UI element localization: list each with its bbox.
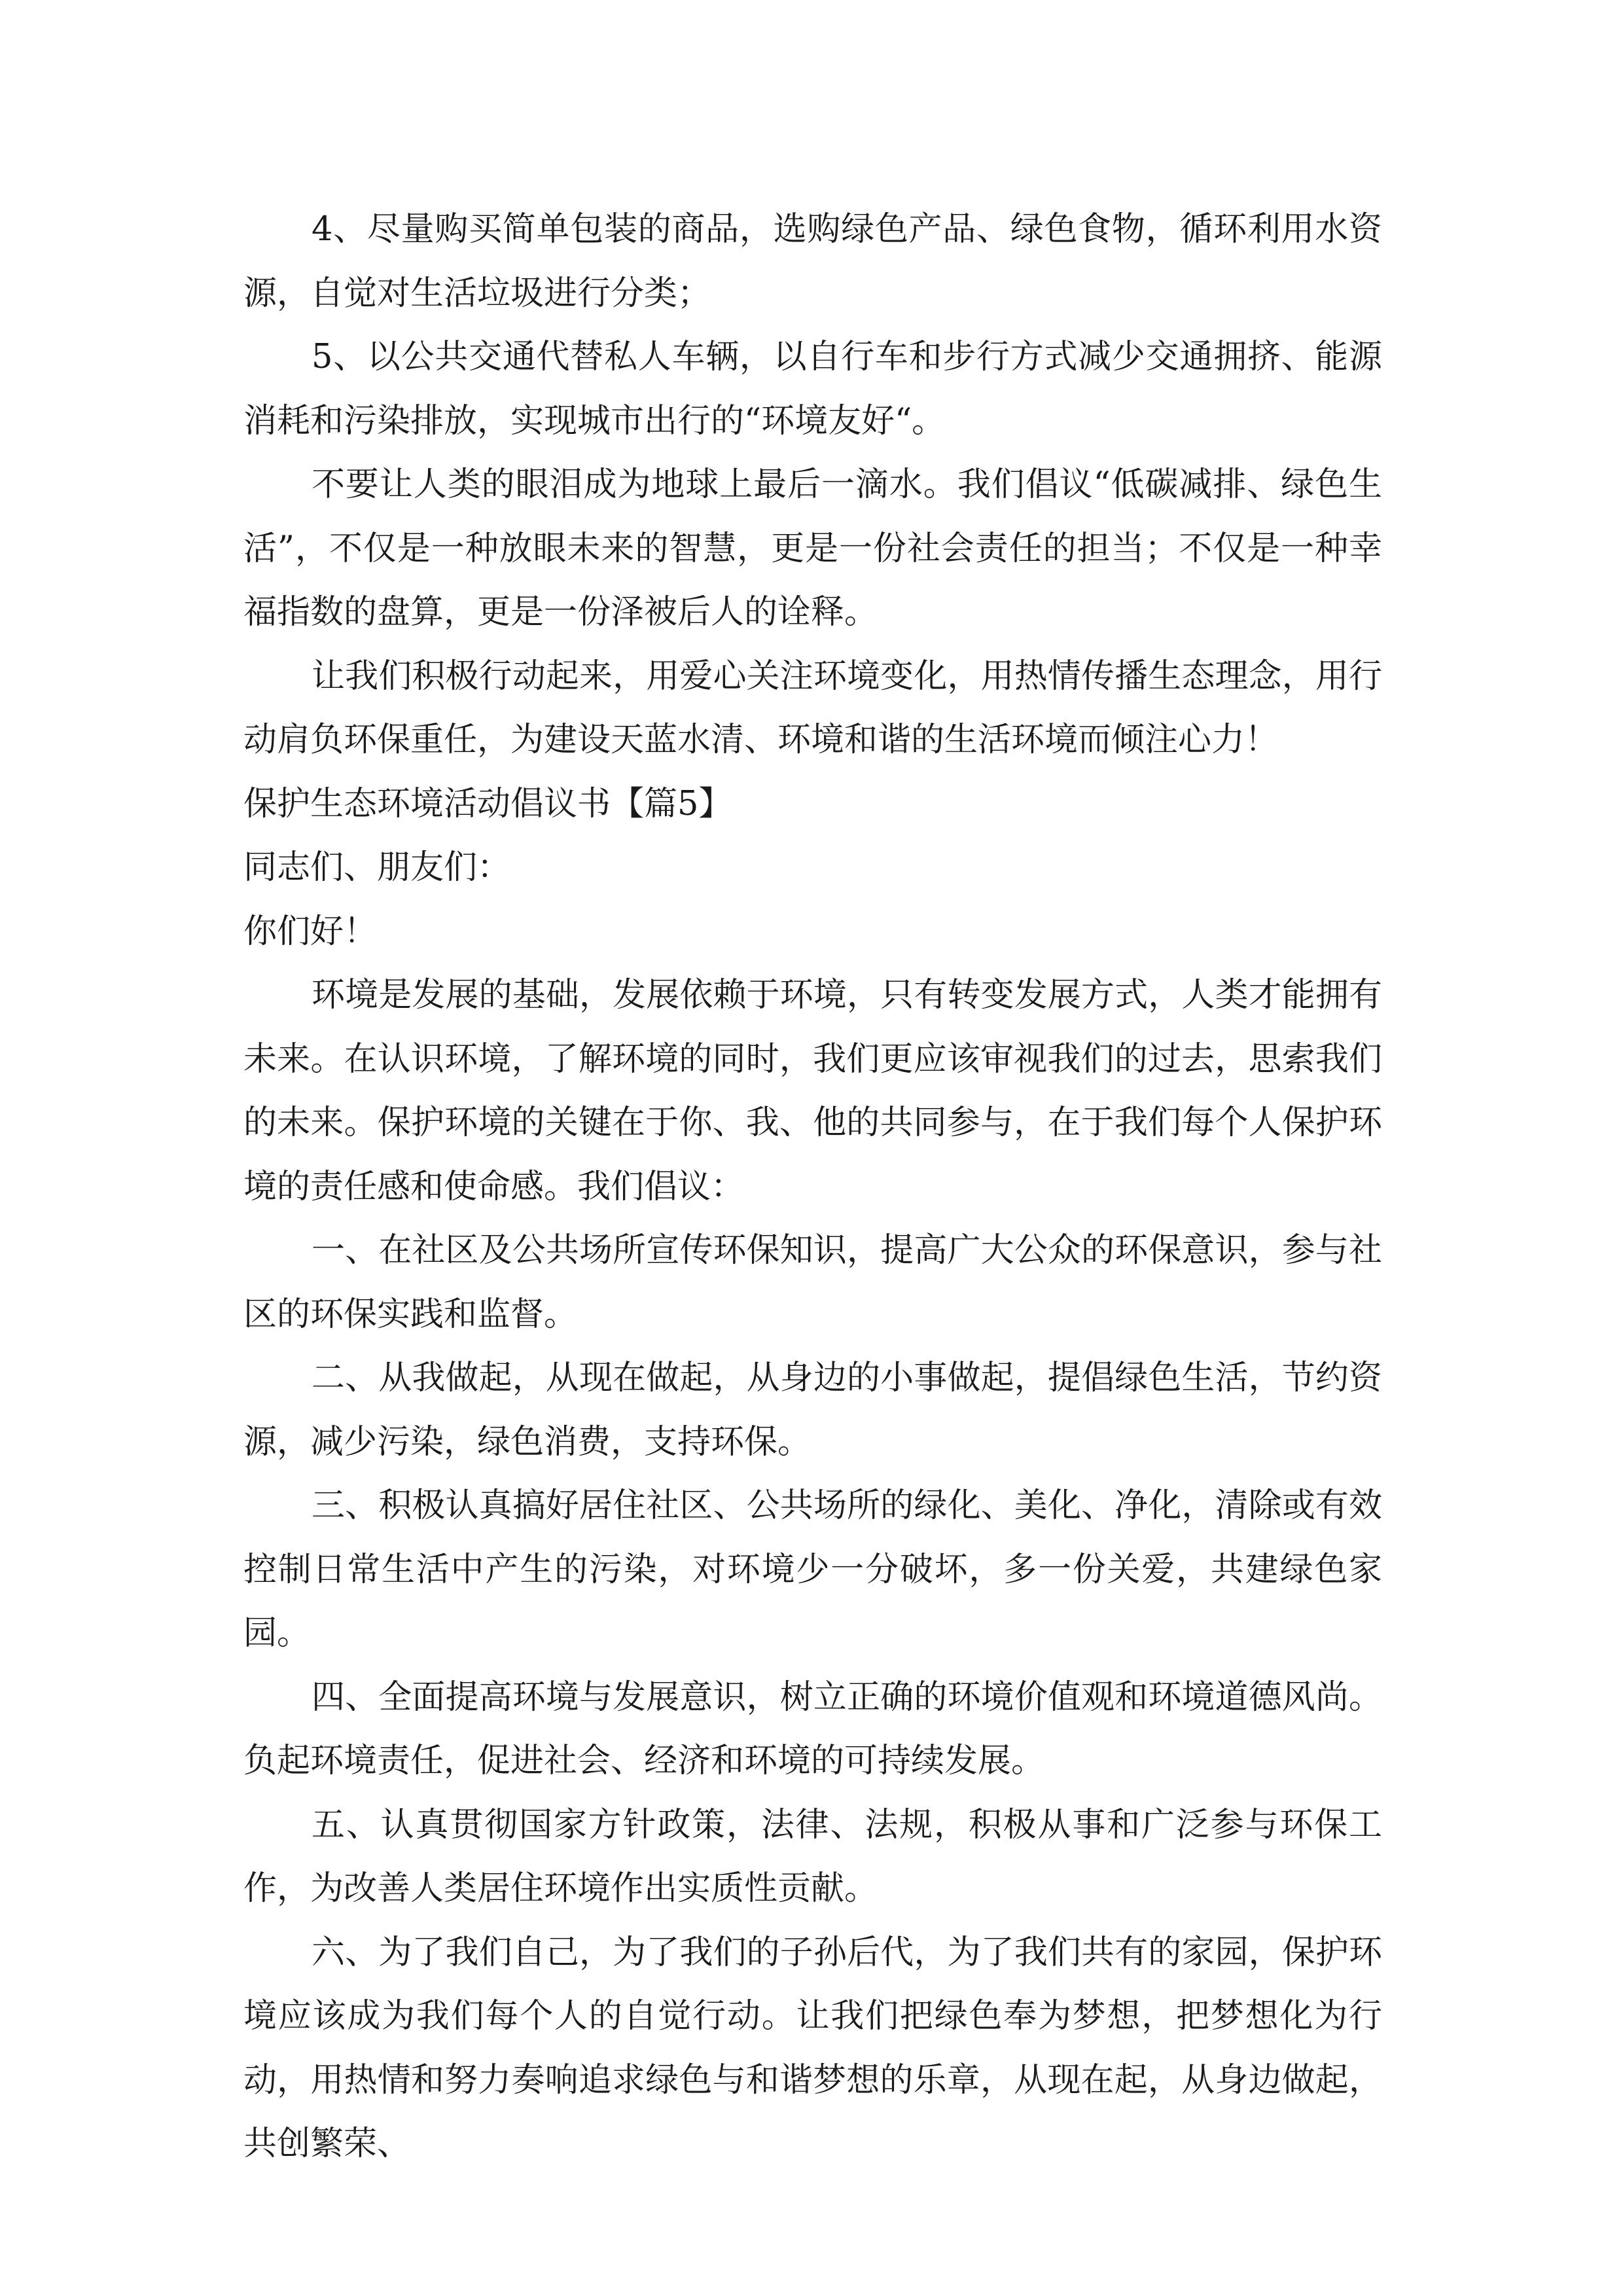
paragraph-call-to-action: 让我们积极行动起来，用爱心关注环境变化，用热情传播生态理念，用行动肩负环保重任，为建设天蓝水清、环境和谐的生活环境而倾注心力！: [243, 656, 1382, 759]
paragraph-appeal: 不要让人类的眼泪成为地球上最后一滴水。我们倡议“低碳减排、绿色生活”，不仅是一种放眼未来的智慧，更是一份社会责任的担当；不仅是一种幸福指数的盘算，更是一份泽被后人的诠释。: [243, 465, 1382, 632]
paragraph-item-4: 4、尽量购买简单包装的商品，选购绿色产品、绿色食物，循环利用水资源，自觉对生活垃圾进行分类；: [243, 210, 1382, 313]
proposal-item-5: 五、认真贯彻国家方针政策，法律、法规，积极从事和广泛参与环保工作，为改善人类居住环境作出实质性贡献。: [243, 1805, 1382, 1908]
greeting: 你们好！: [243, 912, 378, 951]
proposal-item-1: 一、在社区及公共场所宣传环保知识，提高广大公众的环保意识，参与社区的环保实践和监督。: [243, 1231, 1382, 1334]
paragraph-item-5: 5、以公共交通代替私人车辆，以自行车和步行方式减少交通拥挤、能源消耗和污染排放，实现城市出行的“环境友好“。: [243, 338, 1382, 440]
section-title: 保护生态环境活动倡议书【篇5】: [243, 784, 732, 823]
intro-paragraph: 环境是发展的基础，发展依赖于环境，只有转变发展方式，人类才能拥有未来。在认识环境，了解环境的同时，我们更应该审视我们的过去，思索我们的未来。保护环境的关键在于你、我、他的共同参与，在于我们每个人保护环境的责任感和使命感。我们倡议：: [243, 976, 1382, 1206]
proposal-item-6: 六、为了我们自己，为了我们的子孙后代，为了我们共有的家园，保护环境应该成为我们每个人的自觉行动。让我们把绿色奉为梦想，把梦想化为行动，用热情和努力奏响追求绿色与和谐梦想的乐章，从现在起，从身边做起，共创繁荣、: [243, 1933, 1382, 2163]
proposal-item-2: 二、从我做起，从现在做起，从身边的小事做起，提倡绿色生活，节约资源，减少污染，绿色消费，支持环保。: [243, 1359, 1382, 1462]
proposal-item-3: 三、积极认真搞好居住社区、公共场所的绿化、美化、净化，清除或有效控制日常生活中产生的污染，对环境少一分破坏，多一份关爱，共建绿色家园。: [243, 1486, 1382, 1653]
salutation: 同志们、朋友们：: [243, 848, 511, 887]
proposal-item-4: 四、全面提高环境与发展意识，树立正确的环境价值观和环境道德风尚。负起环境责任，促进社会、经济和环境的可持续发展。: [243, 1677, 1382, 1780]
document-body: [243, 198, 1382, 2176]
